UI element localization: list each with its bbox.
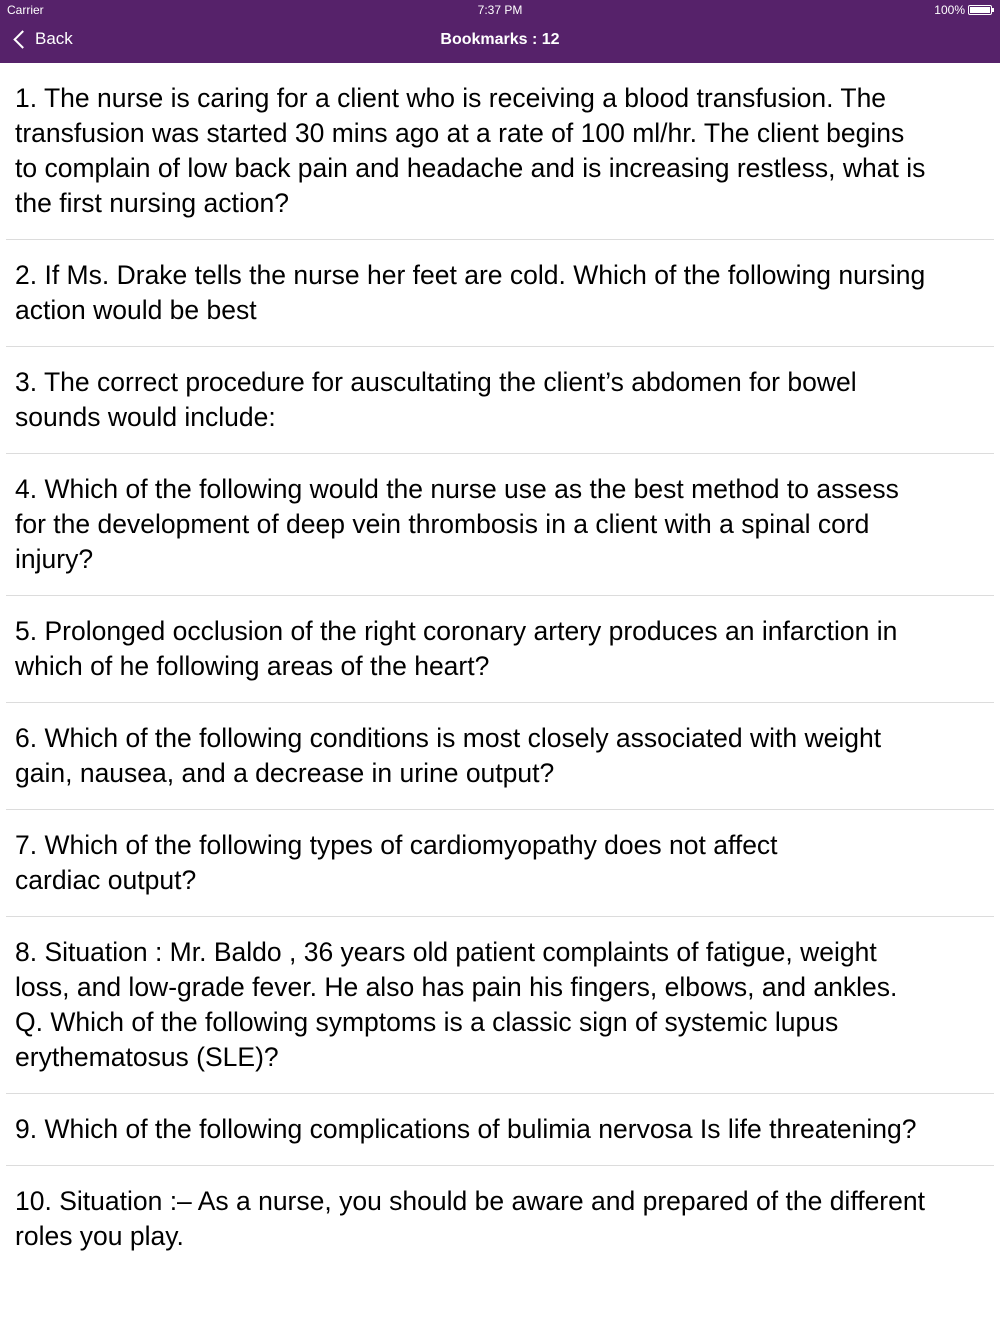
question-text-line: cardiac output?	[15, 865, 197, 895]
navigation-bar	[0, 0, 1000, 63]
question-text-line: sounds would include:	[15, 402, 276, 432]
battery-icon	[968, 5, 992, 15]
page-title: Bookmarks : 12	[440, 31, 560, 48]
question-text-line: 3. The correct procedure for auscultating the client’s abdomen for bowel	[15, 367, 857, 397]
question-text-line: gain, nausea, and a decrease in urine output?	[15, 758, 555, 788]
status-time: 7:37 PM	[477, 3, 523, 17]
battery-percent: 100%	[934, 3, 965, 17]
question-text-line: injury?	[15, 544, 94, 574]
question-text-line: 4. Which of the following would the nurse use as the best method to assess	[15, 474, 899, 504]
question-text-line: transfusion was started 30 mins ago at a rate of 100 ml/hr. The client begins	[15, 118, 905, 148]
bookmark-item[interactable]	[6, 810, 994, 917]
bookmark-item[interactable]	[6, 596, 994, 703]
bookmark-item[interactable]	[6, 454, 994, 596]
question-text-line: the first nursing action?	[15, 188, 289, 218]
bookmark-list	[0, 63, 1000, 1272]
question-text-line: 2. If Ms. Drake tells the nurse her feet are cold. Which of the following nursing	[15, 260, 926, 290]
question-text-line: 10. Situation :– As a nurse, you should be aware and prepared of the different	[15, 1186, 925, 1216]
question-text-line: erythematosus (SLE)?	[15, 1042, 279, 1072]
question-text-line: roles you play.	[15, 1221, 184, 1251]
question-text-line: 5. Prolonged occlusion of the right coronary artery produces an infarction in	[15, 616, 898, 646]
question-text-line: to complain of low back pain and headache and is increasing restless, what is	[15, 153, 926, 183]
bookmark-item[interactable]	[6, 703, 994, 810]
back-label: Back	[35, 29, 73, 48]
question-text-line: action would be best	[15, 295, 257, 325]
carrier-label: Carrier	[7, 3, 44, 17]
question-text-line: 8. Situation : Mr. Baldo , 36 years old patient complaints of fatigue, weight	[15, 937, 877, 967]
bookmark-item[interactable]	[6, 917, 994, 1094]
question-text-line: 7. Which of the following types of cardiomyopathy does not affect	[15, 830, 778, 860]
question-text-line: 9. Which of the following complications of bulimia nervosa Is life threatening?	[15, 1114, 917, 1144]
question-text-line: which of he following areas of the heart?	[15, 651, 490, 681]
bookmark-item[interactable]	[6, 1094, 994, 1166]
question-text-line: Q. Which of the following symptoms is a classic sign of systemic lupus	[15, 1007, 839, 1037]
question-text-line: 1. The nurse is caring for a client who is receiving a blood transfusion. The	[15, 83, 887, 113]
battery-status	[934, 3, 992, 17]
bookmark-item[interactable]	[6, 347, 994, 454]
question-text-line: 6. Which of the following conditions is most closely associated with weight	[15, 723, 882, 753]
bookmark-item[interactable]	[6, 63, 994, 240]
bookmark-item[interactable]	[6, 1166, 994, 1272]
bookmark-item[interactable]	[6, 240, 994, 347]
question-text-line: for the development of deep vein thrombosis in a client with a spinal cord	[15, 509, 870, 539]
question-text-line: loss, and low-grade fever. He also has pain his fingers, elbows, and ankles.	[15, 972, 898, 1002]
